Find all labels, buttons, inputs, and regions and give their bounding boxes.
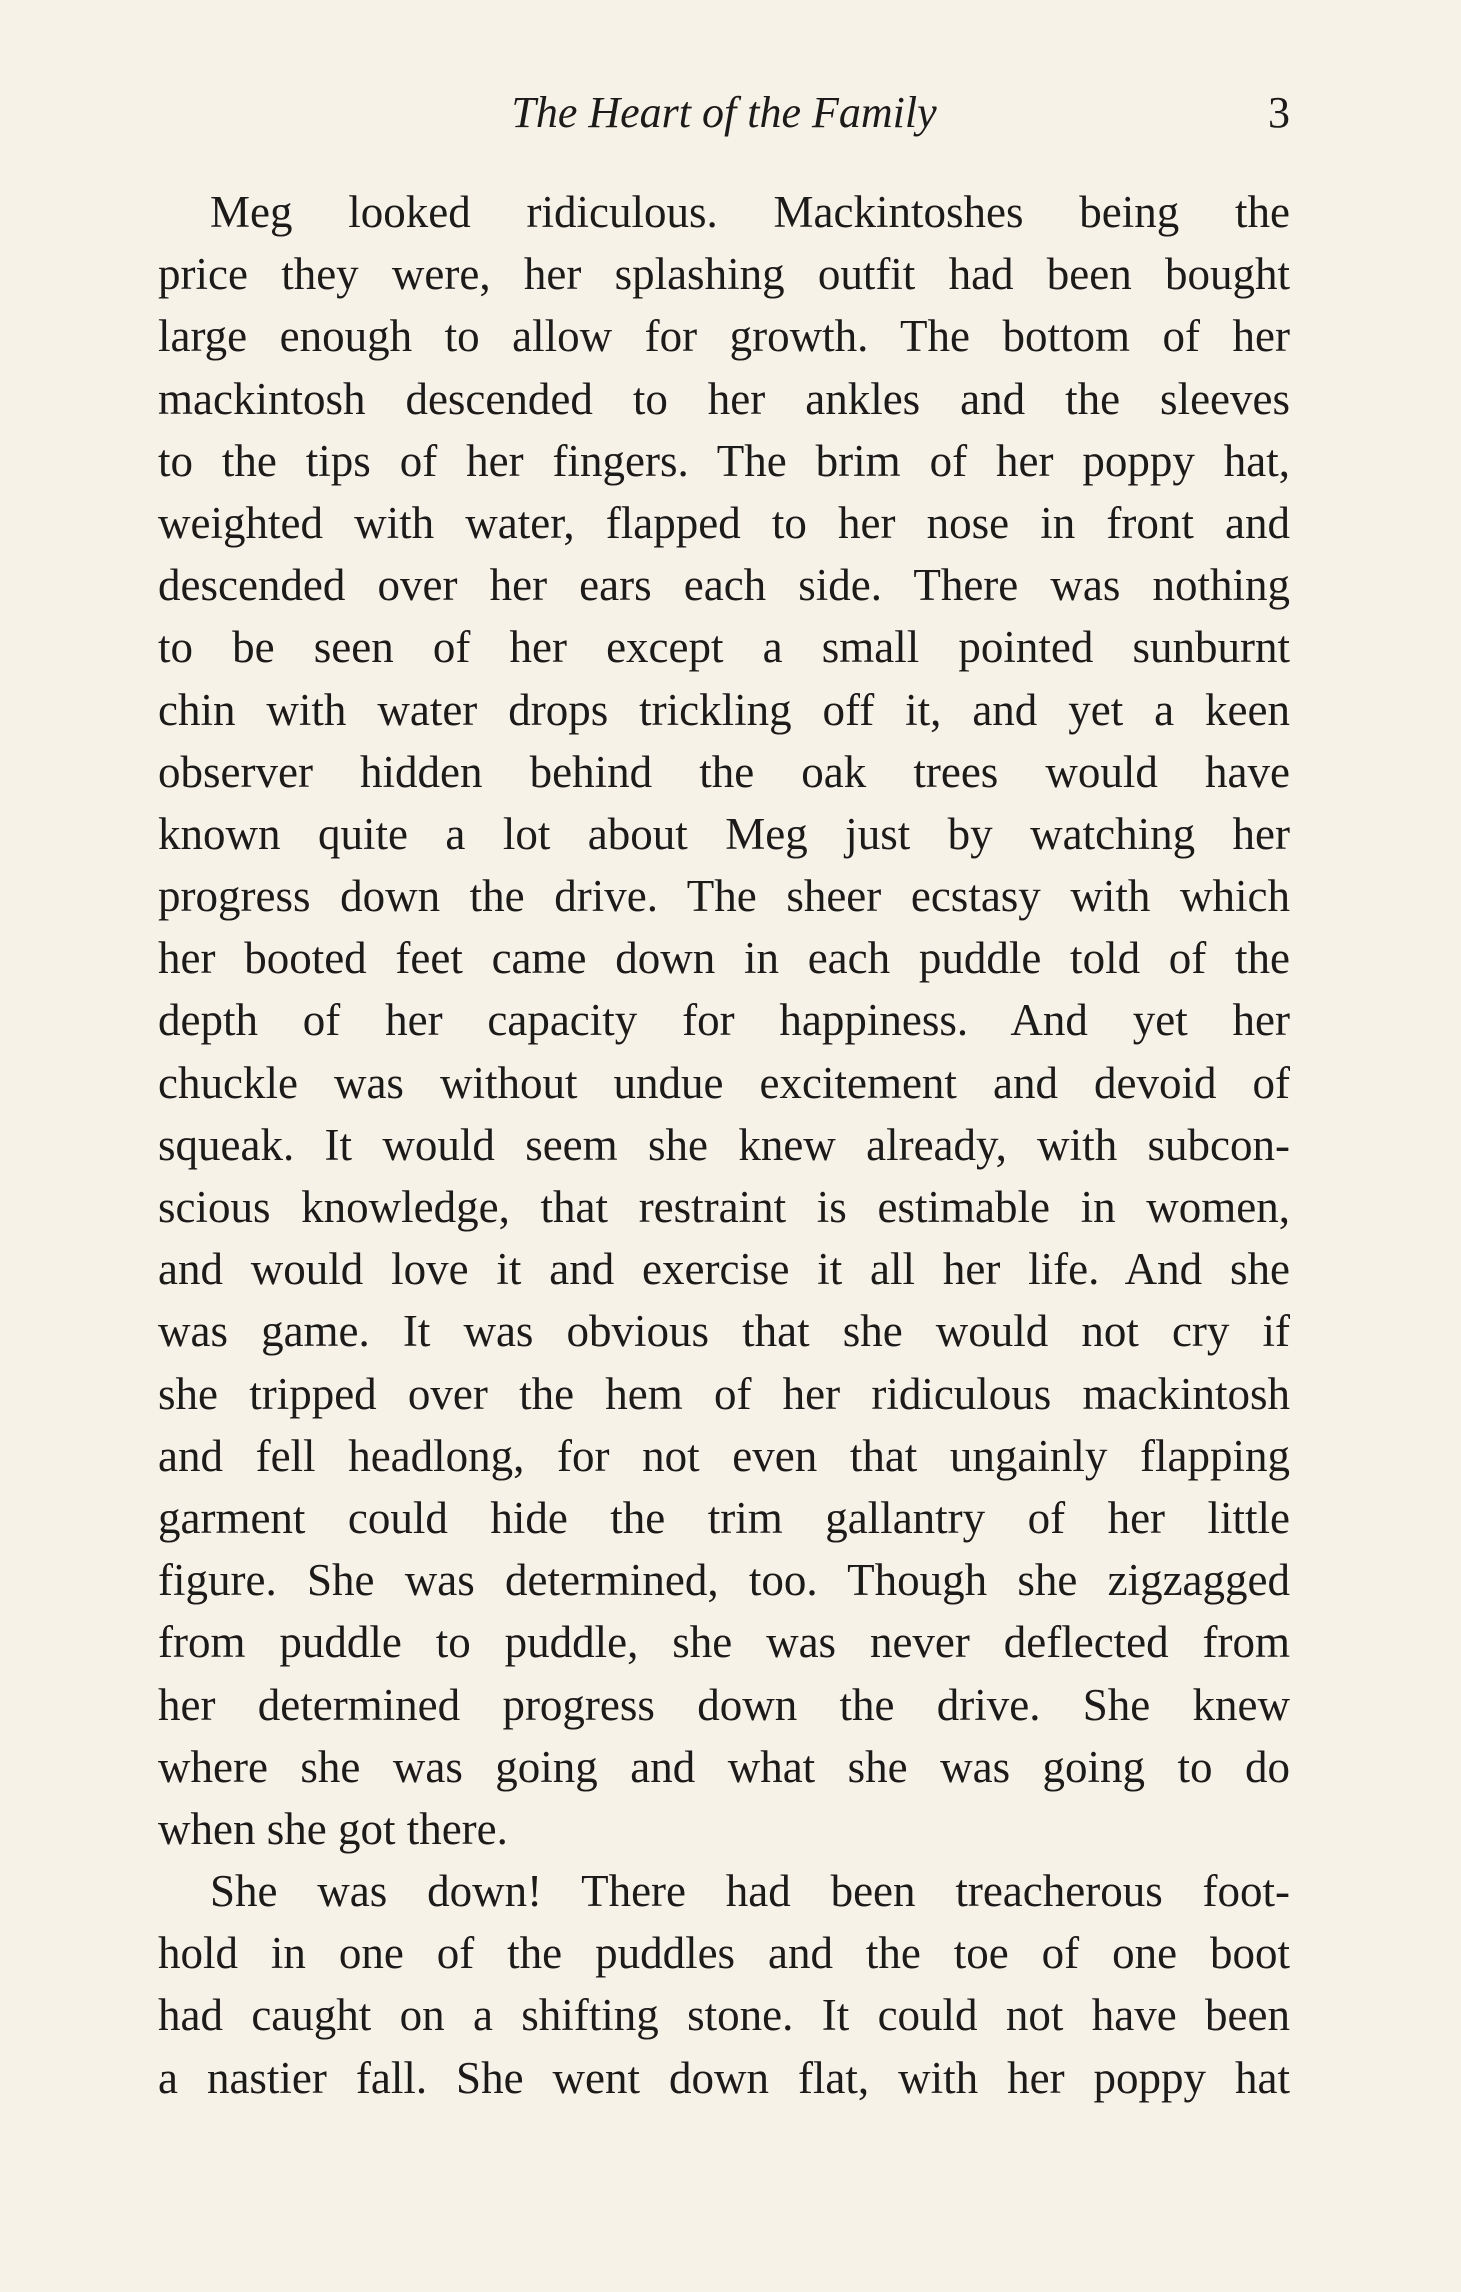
text-line: a nastier fall. She went down flat, with her poppy hat: [158, 2052, 1290, 2103]
text-line: figure. She was determined, too. Though she zigzagged: [158, 1555, 1290, 1606]
text-line: weighted with water, flapped to her nose in front and: [158, 497, 1290, 548]
running-head: [158, 78, 1290, 148]
text-line: chin with water drops trickling off it, and yet a keen: [158, 684, 1290, 735]
text-line: chuckle was without undue excitement and devoid of: [158, 1057, 1290, 1108]
running-title: The Heart of the Family: [511, 88, 937, 137]
text-line: known quite a lot about Meg just by watching her: [158, 808, 1290, 859]
text-line: large enough to allow for growth. The bottom of her: [158, 311, 1290, 362]
text-line: where she was going and what she was going to do: [158, 1741, 1290, 1792]
text-line: from puddle to puddle, she was never deflected from: [158, 1617, 1290, 1668]
text-line: to be seen of her except a small pointed sunburnt: [158, 622, 1290, 673]
text-line: and fell headlong, for not even that ungainly flapping: [158, 1430, 1290, 1481]
text-line: was game. It was obvious that she would not cry if: [158, 1306, 1290, 1357]
text-line: Meg looked ridiculous. Mackintoshes being the: [210, 187, 1290, 237]
text-line: progress down the drive. The sheer ecstasy with which: [158, 871, 1290, 922]
text-line: observer hidden behind the oak trees would have: [158, 746, 1290, 797]
body-text: [158, 181, 1290, 2109]
text-line: She was down! There had been treacherous foot-: [210, 1866, 1290, 1917]
text-line: she tripped over the hem of her ridiculous mackintosh: [158, 1368, 1290, 1419]
page-number: 3: [1268, 88, 1290, 137]
text-line: garment could hide the trim gallantry of her little: [158, 1492, 1290, 1543]
text-line: depth of her capacity for happiness. And yet her: [158, 995, 1290, 1046]
text-line: squeak. It would seem she knew already, with subcon-: [158, 1119, 1290, 1170]
text-line: descended over her ears each side. There was nothing: [158, 560, 1290, 611]
text-line: and would love it and exercise it all her life. And she: [158, 1244, 1290, 1295]
text-line: price they were, her splashing outfit had been bought: [158, 249, 1290, 300]
text-line: when she got there.: [158, 1803, 508, 1854]
text-line: her booted feet came down in each puddle told of the: [158, 933, 1290, 984]
text-line: mackintosh descended to her ankles and the sleeves: [158, 373, 1290, 424]
text-line: to the tips of her fingers. The brim of her poppy hat,: [158, 435, 1290, 486]
text-line: had caught on a shifting stone. It could not have been: [158, 1990, 1290, 2041]
text-line: hold in one of the puddles and the toe of one boot: [158, 1928, 1290, 1979]
text-line: her determined progress down the drive. She knew: [158, 1679, 1290, 1730]
text-line: scious knowledge, that restraint is estimable in women,: [158, 1182, 1290, 1232]
